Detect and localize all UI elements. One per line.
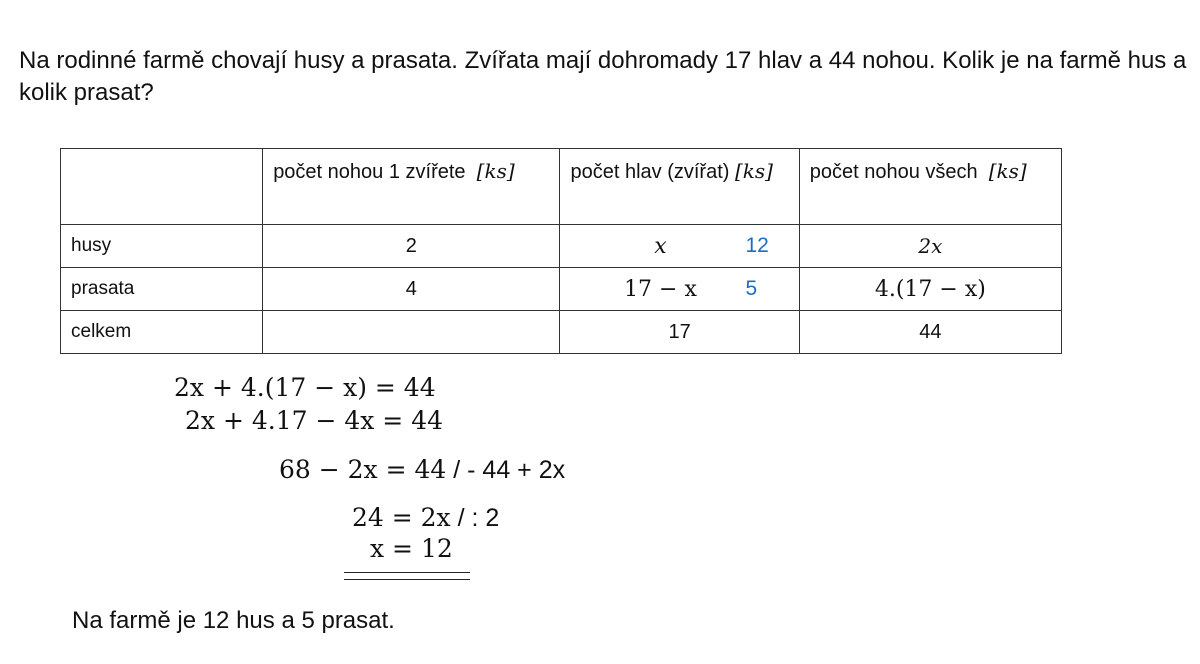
pigs-heads-answer: 5: [745, 277, 758, 300]
unit-label: [ks]: [735, 159, 773, 183]
equation-step-1: 2x + 4.(17 − x) = 44: [174, 373, 436, 402]
unit-label: [ks]: [476, 159, 515, 183]
pigs-legs-per-animal: 4: [263, 268, 560, 311]
equation-step-5: x = 12: [370, 534, 453, 563]
geese-heads-answer: 12: [745, 234, 769, 257]
table-header-row: [61, 149, 1062, 225]
header-legs-per-animal: počet nohou 1 zvířete [ks]: [263, 149, 560, 225]
result-double-underline: [344, 572, 470, 580]
equation-step-3: 68 − 2x = 44 / - 44 + 2x: [279, 455, 566, 484]
pigs-legs-total: 4.(17 − x): [799, 268, 1061, 311]
geese-legs-total: 2x: [799, 225, 1061, 268]
conclusion-text: Na farmě je 12 hus a 5 prasat.: [72, 607, 395, 634]
table-row-geese: [61, 225, 1062, 268]
equation-step-4-operation: / : 2: [450, 504, 500, 532]
geese-heads-expression: x: [654, 234, 667, 259]
problem-statement: Na rodinné farmě chovají husy a prasata. Zvířata mají dohromady 17 hlav a 44 nohou. Kolik je na farmě hus a kolik prasat?: [19, 47, 1187, 106]
pigs-heads-cell: [560, 268, 799, 311]
equation-step-4: 24 = 2x / : 2: [352, 503, 500, 532]
total-legs-per-animal: [263, 311, 560, 354]
equation-step-2: 2x + 4.17 − 4x = 44: [185, 406, 444, 435]
row-label-pigs: prasata: [61, 268, 263, 311]
row-label-total: celkem: [61, 311, 263, 354]
table-row-pigs: [61, 268, 1062, 311]
header-empty-cell: [61, 149, 263, 225]
table-row-total: [61, 311, 1062, 354]
total-legs: 44: [799, 311, 1061, 354]
header-heads: počet hlav (zvířat) [ks]: [560, 149, 799, 225]
pigs-heads-expression: 17 − x: [624, 277, 697, 302]
geese-legs-per-animal: 2: [263, 225, 560, 268]
geese-heads-cell: [560, 225, 799, 268]
solution-table: [60, 148, 1062, 354]
total-heads: 17: [560, 311, 799, 354]
row-label-geese: husy: [61, 225, 263, 268]
header-legs-total: počet nohou všech [ks]: [799, 149, 1061, 225]
unit-label: [ks]: [988, 159, 1027, 183]
equation-step-3-operation: / - 44 + 2x: [446, 456, 566, 484]
